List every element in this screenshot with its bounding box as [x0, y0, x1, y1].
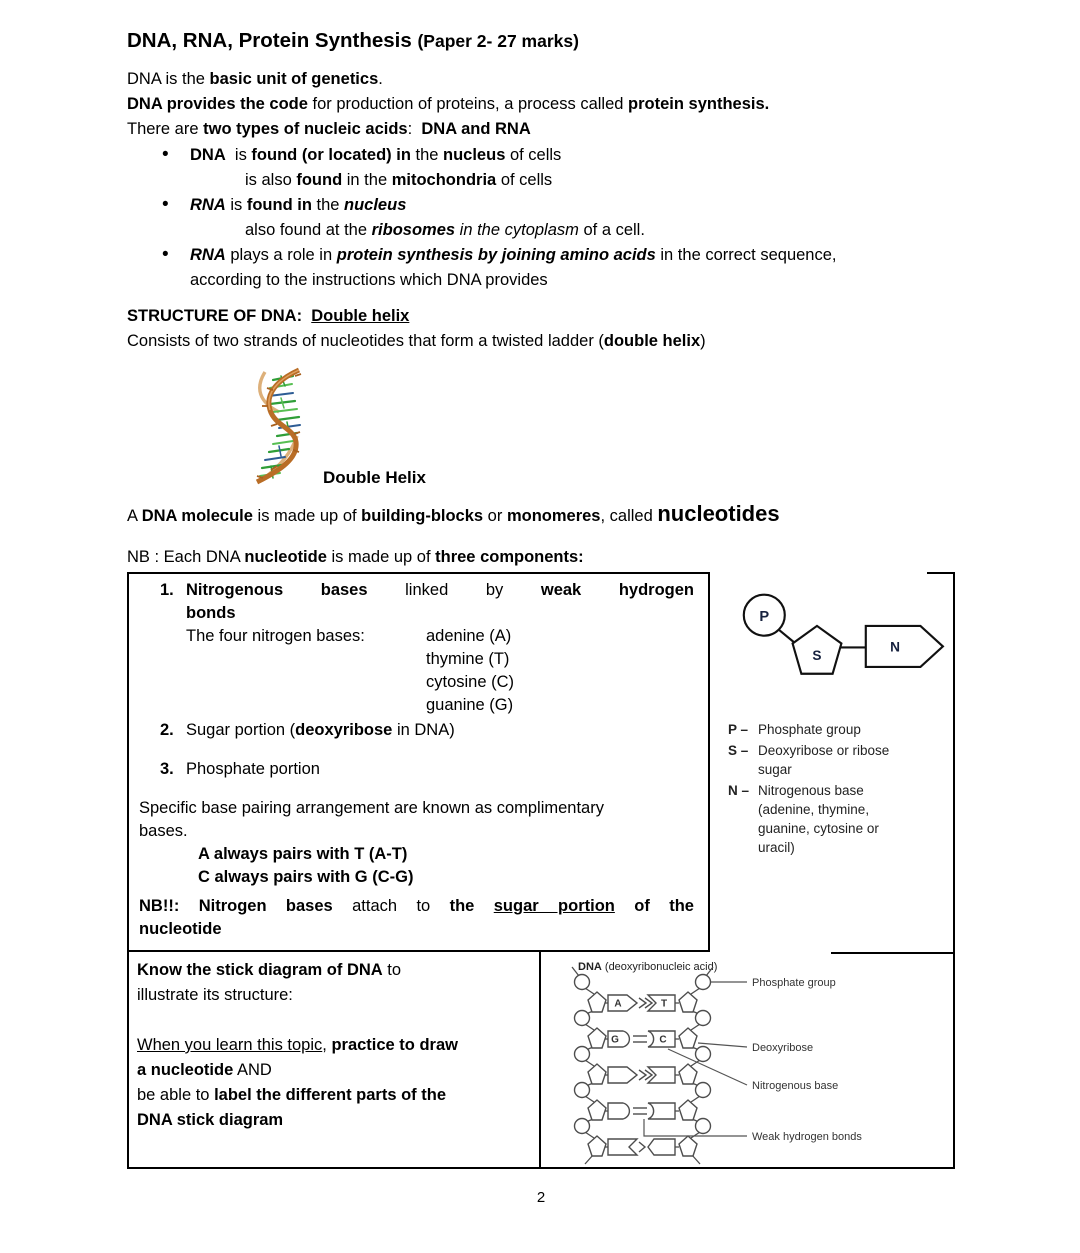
bases-label: The four nitrogen bases:	[186, 627, 365, 645]
nb-attach-note	[139, 895, 694, 941]
text-run: in DNA)	[392, 721, 455, 739]
stick-diagram-table-row	[127, 952, 955, 1169]
structure-heading	[127, 304, 955, 329]
legend-desc: Nitrogenous base (adenine, thymine, guanine, cytosine or uracil)	[758, 783, 879, 855]
text-run: DNA	[190, 146, 226, 164]
text-run: linked by	[367, 581, 541, 599]
base-letter-c: C	[659, 1034, 667, 1046]
structure-heading-underlined: Double helix	[311, 307, 410, 325]
page-number: 2	[536, 1189, 546, 1206]
bullet-line	[190, 193, 955, 218]
know-line	[137, 1108, 527, 1133]
text-run: AND	[233, 1061, 272, 1079]
intro-line-2	[127, 92, 955, 117]
nitrogen-bases-list	[186, 625, 694, 717]
text-run: illustrate its structure:	[137, 986, 293, 1004]
stick-label-hydrogen-bonds: Weak hydrogen bonds	[752, 1131, 862, 1143]
legend-key: N –	[728, 783, 750, 798]
text-run: DNA provides the code	[127, 95, 308, 113]
pairing-rule: A always pairs with T (A-T)	[198, 845, 408, 863]
text-run: double helix	[603, 332, 701, 350]
text-run: DNA and RNA	[421, 120, 531, 138]
nucleotide-legend	[728, 720, 953, 857]
bullet-item-rna-role	[160, 243, 955, 293]
text-run: also found at the	[245, 221, 372, 239]
text-run: attach to	[332, 897, 450, 915]
text-run: ,	[322, 1036, 332, 1054]
base-letter-t: T	[660, 998, 668, 1010]
text-run: nucleus	[443, 146, 506, 164]
pairing-rules	[198, 843, 694, 889]
text-run: of a cell.	[578, 221, 645, 239]
know-line	[137, 1033, 527, 1058]
text-run: RNA	[190, 196, 226, 214]
text-run: of the	[614, 897, 694, 915]
text-run: )	[700, 332, 706, 350]
base-letter-g: G	[611, 1034, 619, 1046]
text-run: sugar portion	[493, 897, 615, 915]
pairing-rule: C always pairs with G (C-G)	[198, 868, 414, 886]
text-run: Consists of two strands of nucleotides that form a twisted ladder (	[127, 332, 604, 350]
text-run: is also	[245, 171, 297, 189]
nb-attach-line1	[139, 895, 694, 918]
text-run: the	[410, 146, 444, 164]
know-line	[137, 1083, 527, 1108]
page-title	[127, 27, 955, 55]
text-run: nucleotide	[139, 920, 222, 938]
item1-line2	[186, 602, 694, 625]
text-run: RNA	[190, 246, 226, 264]
text-run: for production of proteins, a process called	[307, 95, 629, 113]
item-number: 1.	[160, 581, 174, 599]
text-run: is made up of	[326, 548, 436, 566]
stick-label-phosphate: Phosphate group	[752, 977, 836, 989]
component-item-1	[139, 579, 694, 625]
molecule-line	[127, 500, 955, 530]
text-run: of cells	[496, 171, 553, 189]
sugar-pentagons	[588, 992, 697, 1156]
text-run: three components:	[435, 548, 584, 566]
dna-stick-diagram	[551, 955, 953, 1167]
item-number: 2.	[160, 721, 174, 739]
text-run: protein synthesis by joining amino acids	[336, 246, 656, 264]
item2-text	[186, 719, 694, 742]
text-run: Sugar portion (	[186, 721, 296, 739]
text-run: :	[407, 120, 422, 138]
item3-text: Phosphate portion	[186, 760, 320, 778]
text-run: , called	[600, 507, 658, 525]
bullet-line	[190, 268, 955, 293]
component-item-2	[139, 719, 694, 742]
stick-diagram-cell	[541, 952, 955, 1169]
nb-attach-line2	[139, 918, 694, 941]
text-run: is	[225, 196, 247, 214]
nucleotide-structure-diagram	[726, 582, 948, 704]
s-node-label: S	[812, 648, 822, 664]
text-run: found in	[246, 196, 312, 214]
stick-label-deoxyribose: Deoxyribose	[752, 1042, 814, 1054]
text-run: is	[225, 146, 252, 164]
legend-desc: Phosphate group	[758, 722, 861, 737]
bullet-list	[160, 143, 955, 293]
legend-key: S –	[728, 743, 749, 758]
text-run: NB!!: Nitrogen bases	[139, 897, 333, 915]
components-table-row	[127, 572, 955, 952]
text-run: bonds	[186, 604, 236, 622]
p-node-label: P	[759, 609, 770, 626]
n-node-label: N	[890, 639, 901, 655]
bullet-line	[245, 168, 955, 193]
know-line	[137, 1058, 527, 1083]
text-run: nucleus	[344, 196, 407, 214]
text-run: be able to	[137, 1086, 215, 1104]
text-run: DNA stick diagram	[137, 1111, 284, 1129]
base-letter-a: A	[614, 998, 622, 1010]
bullet-item-rna-location	[160, 193, 955, 243]
know-line	[137, 958, 527, 983]
text-run: or	[483, 507, 507, 525]
know-stick-cell	[127, 952, 541, 1169]
stick-title: DNA (deoxyribonucleic acid)	[578, 961, 718, 973]
text-run: monomeres	[506, 507, 601, 525]
intro-line-3	[127, 117, 955, 142]
text-run: mitochondria	[391, 171, 497, 189]
text-run: in the	[342, 171, 392, 189]
base-item: guanine (G)	[426, 696, 514, 714]
text-run: according to the instructions which DNA provides	[190, 271, 548, 289]
base-item: thymine (T)	[426, 650, 510, 668]
bullet-line	[190, 143, 955, 168]
blank-line	[137, 1008, 527, 1033]
base-pair-shapes	[608, 995, 675, 1155]
text-run: .	[378, 70, 383, 88]
text-run: plays a role in	[225, 246, 337, 264]
components-cell	[127, 572, 710, 952]
p-s-bond	[779, 630, 796, 644]
text-run: There are	[127, 120, 204, 138]
text-run: protein synthesis.	[628, 95, 770, 113]
structure-body	[127, 329, 955, 354]
text-run: Nitrogenous bases	[186, 581, 368, 599]
legend-row-s	[728, 741, 953, 779]
text-run: practice to draw	[331, 1036, 458, 1054]
text-run: a nucleotide	[137, 1061, 234, 1079]
text-run: nucleotide	[244, 548, 327, 566]
text-run: A	[127, 507, 142, 525]
text-run: When you learn this topic	[137, 1036, 323, 1054]
page-title-main: DNA, RNA, Protein Synthesis	[127, 29, 418, 52]
double-helix-figure	[237, 364, 955, 488]
text-run: is made up of	[252, 507, 362, 525]
text-run: of cells	[505, 146, 562, 164]
double-helix-image	[237, 366, 315, 488]
text-run: found	[296, 171, 343, 189]
text-run: nucleotides	[657, 501, 780, 526]
nitrogen-base-node	[866, 626, 943, 667]
page-title-suffix: (Paper 2- 27 marks)	[417, 31, 579, 51]
component-item-3	[139, 758, 694, 781]
text-run: label the different parts of the	[214, 1086, 447, 1104]
pairing-paragraph	[139, 797, 694, 843]
text-run: DNA molecule	[141, 507, 253, 525]
text-run: to	[382, 961, 402, 979]
text-run: in the correct sequence,	[655, 246, 837, 264]
text-run: found (or located) in	[251, 146, 411, 164]
text-run: NB : Each DNA	[127, 548, 245, 566]
text-run: building-blocks	[361, 507, 484, 525]
pairing-line2: bases.	[139, 822, 188, 840]
pairing-line1: Specific base pairing arrangement are known as complimentary	[139, 799, 604, 817]
know-line	[137, 983, 527, 1008]
structure-heading-prefix: STRUCTURE OF DNA:	[127, 307, 312, 325]
text-run: ribosomes	[371, 221, 456, 239]
text-run: the	[311, 196, 345, 214]
text-run: deoxyribose	[295, 721, 393, 739]
legend-key: P –	[728, 722, 749, 737]
text-run: in the cytoplasm	[459, 221, 579, 239]
text-run: weak hydrogen	[540, 581, 694, 599]
item1-line1	[186, 579, 694, 602]
bullet-line	[245, 218, 955, 243]
text-run: Know the stick diagram of DNA	[137, 961, 383, 979]
intro-line-1	[127, 67, 955, 92]
nucleotide-diagram-cell	[710, 572, 955, 952]
helix-caption: Double Helix	[323, 468, 426, 487]
legend-desc: Deoxyribose or ribose sugar	[758, 743, 890, 777]
stick-label-nitrogenous-base: Nitrogenous base	[752, 1080, 839, 1092]
legend-row-p	[728, 720, 953, 739]
legend-row-n	[728, 781, 953, 857]
nb-components-line	[127, 545, 955, 570]
bullet-line	[190, 243, 955, 268]
base-item: adenine (A)	[426, 627, 512, 645]
item-number: 3.	[160, 760, 174, 778]
bullet-item-dna	[160, 143, 955, 193]
base-item: cytosine (C)	[426, 673, 515, 691]
bases-column	[426, 625, 514, 717]
stick-labels	[752, 977, 862, 1143]
text-run: two types of nucleic acids	[203, 120, 408, 138]
text-run: basic unit of genetics	[209, 70, 379, 88]
text-run: the	[449, 897, 494, 915]
text-run: DNA is the	[127, 70, 210, 88]
